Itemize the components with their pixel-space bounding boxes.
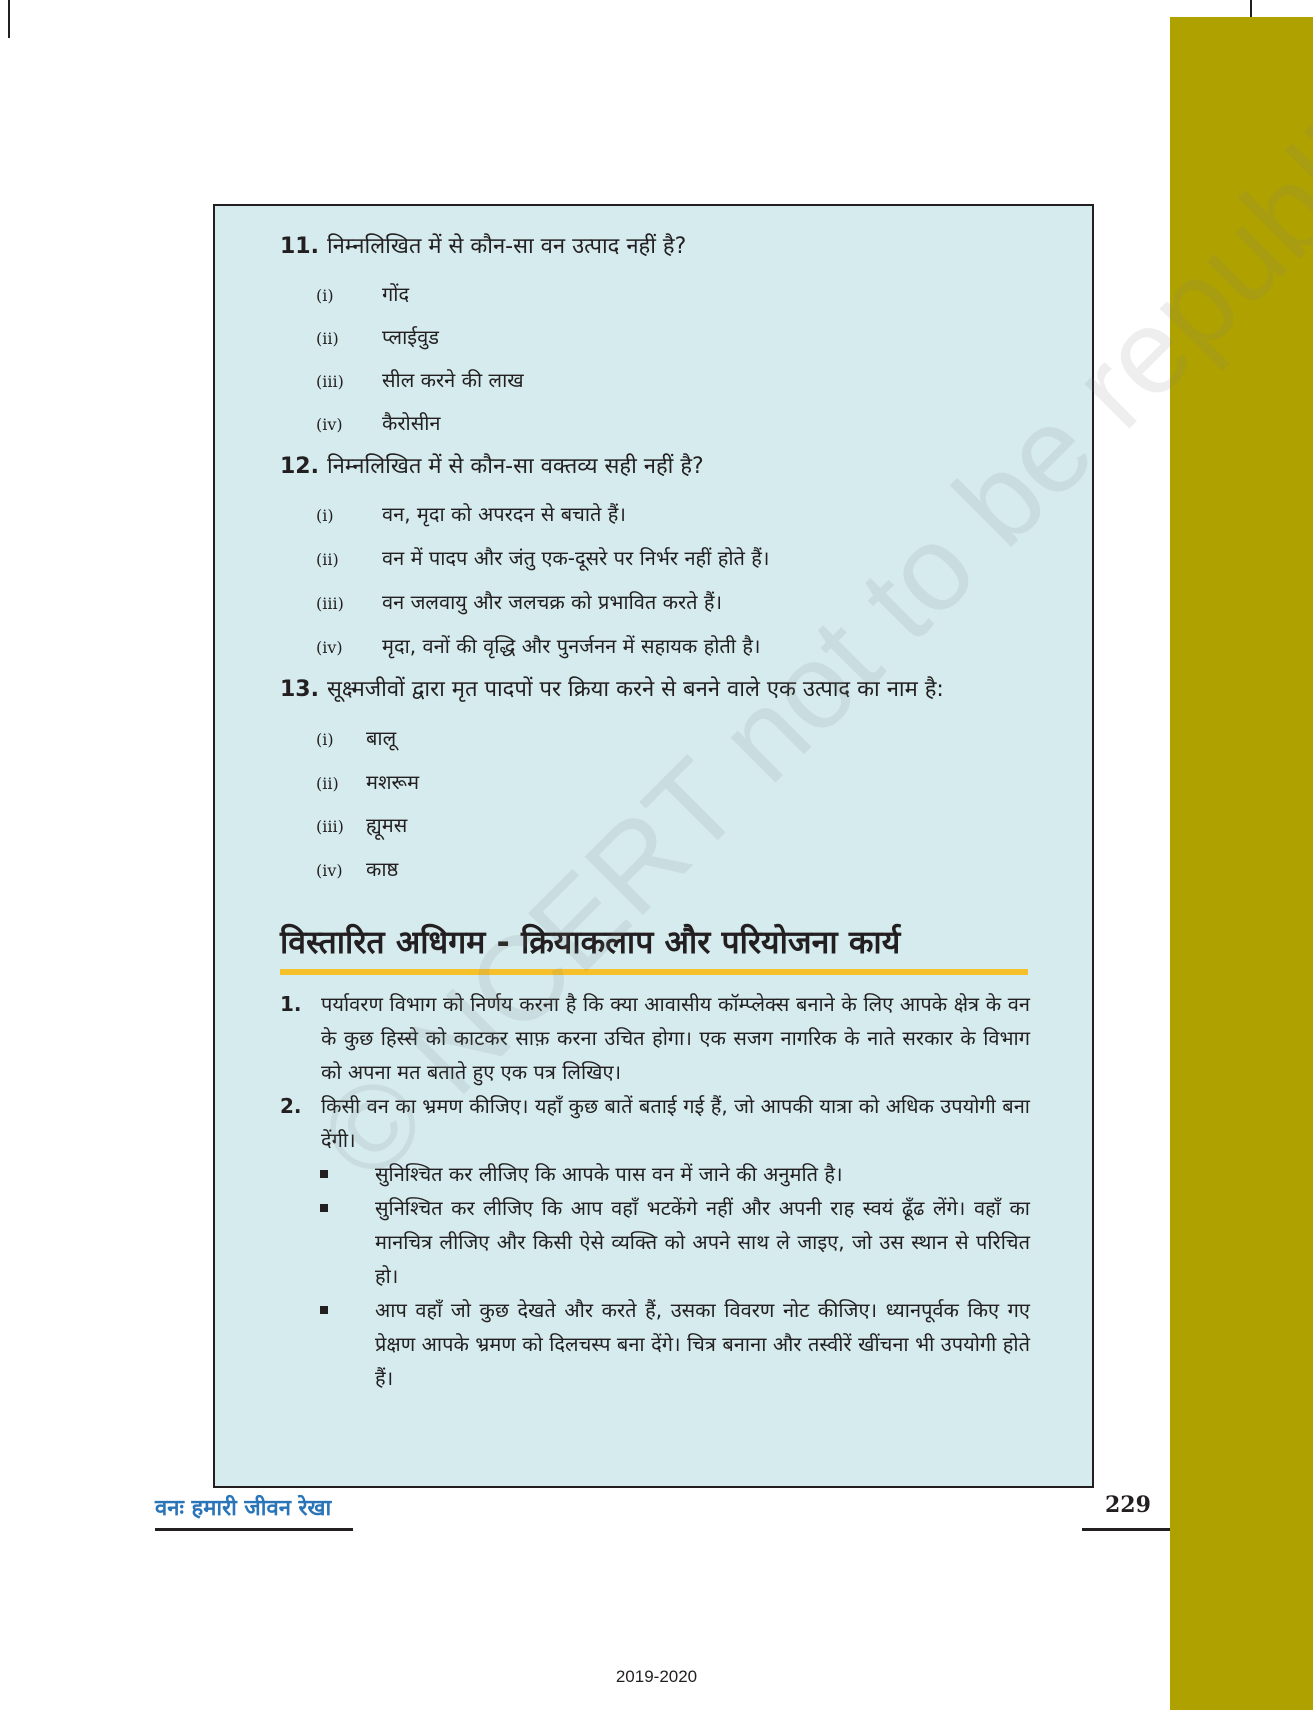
option-text: गोंद <box>382 282 410 306</box>
bullet-item <box>320 1293 1030 1395</box>
option-roman: (iii) <box>316 372 344 391</box>
edition-year: 2019-2020 <box>615 1667 698 1686</box>
option-text: मशरूम <box>366 770 420 794</box>
option-roman: (iii) <box>316 817 344 836</box>
question-text: निम्नलिखित में से कौन-सा वक्तव्य सही नहीं है? <box>326 454 704 479</box>
question-number: 11. <box>280 234 319 259</box>
option-text: काष्ठ <box>366 857 399 881</box>
option-roman: (i) <box>316 730 334 749</box>
question-text: निम्नलिखित में से कौन-सा वन उत्पाद नहीं है? <box>326 234 687 259</box>
option-roman: (iii) <box>316 594 344 613</box>
crop-mark <box>8 0 10 38</box>
option-text: मृदा, वनों की वृद्धि और पुनर्जनन में सहायक होती है। <box>382 634 761 658</box>
section-heading: विस्तारित अधिगम - क्रियाकलाप और परियोजना कार्य <box>280 923 901 961</box>
footer-chapter-rule <box>155 1528 353 1531</box>
option-roman: (iv) <box>316 415 343 434</box>
watermark: © NCERT not to <box>294 499 1001 1206</box>
activity-number: 1. <box>280 992 302 1016</box>
page-number-rule <box>1082 1528 1170 1531</box>
question-text: सूक्ष्मजीवों द्वारा मृत पादपों पर क्रिया करने से बनने वाले एक उत्पाद का नाम है: <box>326 677 944 702</box>
bullet-item <box>320 1191 1030 1293</box>
activity-text: किसी वन का भ्रमण कीजिए। यहाँ कुछ बातें बताई गई हैं, जो आपकी यात्रा को अधिक उपयोगी बना देंगी। <box>321 1094 1030 1152</box>
activity-text: पर्यावरण विभाग को निर्णय करना है कि क्या आवासीय कॉम्प्लेक्स बनाने के लिए आपके क्षेत्र के वन के कुछ हिस्से को काटकर साफ़ करना उचित होगा। एक सजग नागरिक के नाते सरकार के विभाग को अपना मत बताते हुए एक पत्र लिखिए। <box>321 992 1030 1084</box>
option-roman: (iv) <box>316 861 343 880</box>
option-roman: (iv) <box>316 638 343 657</box>
option-text: बालू <box>366 726 397 750</box>
option-roman: (ii) <box>316 329 339 348</box>
question-number: 12. <box>280 454 319 479</box>
bullet-text: सुनिश्चित कर लीजिए कि आपके पास वन में जाने की अनुमति है। <box>375 1162 843 1186</box>
option-text: प्लाईवुड <box>382 325 439 349</box>
option-roman: (i) <box>316 286 334 305</box>
square-bullet-icon <box>320 1204 328 1212</box>
option-text: कैरोसीन <box>382 411 441 435</box>
square-bullet-icon <box>320 1306 328 1314</box>
question-11 <box>280 232 686 262</box>
option-roman: (ii) <box>316 550 339 569</box>
option-text: वन जलवायु और जलचक्र को प्रभावित करते हैं। <box>382 590 723 614</box>
activity-number: 2. <box>280 1094 302 1118</box>
page-number: 229 <box>1105 1492 1151 1518</box>
option-roman: (ii) <box>316 774 339 793</box>
square-bullet-icon <box>320 1170 328 1178</box>
option-text: वन में पादप और जंतु एक-दूसरे पर निर्भर नहीं होते हैं। <box>382 546 770 570</box>
bullet-text: सुनिश्चित कर लीजिए कि आप वहाँ भटकेंगे नहीं और अपनी राह स्वयं ढूँढ लेंगे। वहाँ का मानचित्र लीजिए और किसी ऐसे व्यक्ति को अपने साथ ले जाइए, जो उस स्थान से परिचित हो। <box>375 1196 1030 1288</box>
option-roman: (i) <box>316 506 334 525</box>
footer-chapter-title: वनः हमारी जीवन रेखा <box>155 1496 332 1521</box>
bullet-text: आप वहाँ जो कुछ देखते और करते हैं, उसका विवरण नोट कीजिए। ध्यानपूर्वक किए गए प्रेक्षण आपके भ्रमण को दिलचस्प बना देंगे। चित्र बनाना और तस्वीरें खींचना भी उपयोगी होते हैं। <box>375 1298 1030 1390</box>
question-number: 13. <box>280 677 319 702</box>
option-text: सील करने की लाख <box>382 368 524 392</box>
option-text: वन, मृदा को अपरदन से बचाते हैं। <box>382 502 626 526</box>
option-text: ह्यूमस <box>366 813 408 837</box>
heading-underline <box>280 969 1028 975</box>
question-12 <box>280 452 704 482</box>
